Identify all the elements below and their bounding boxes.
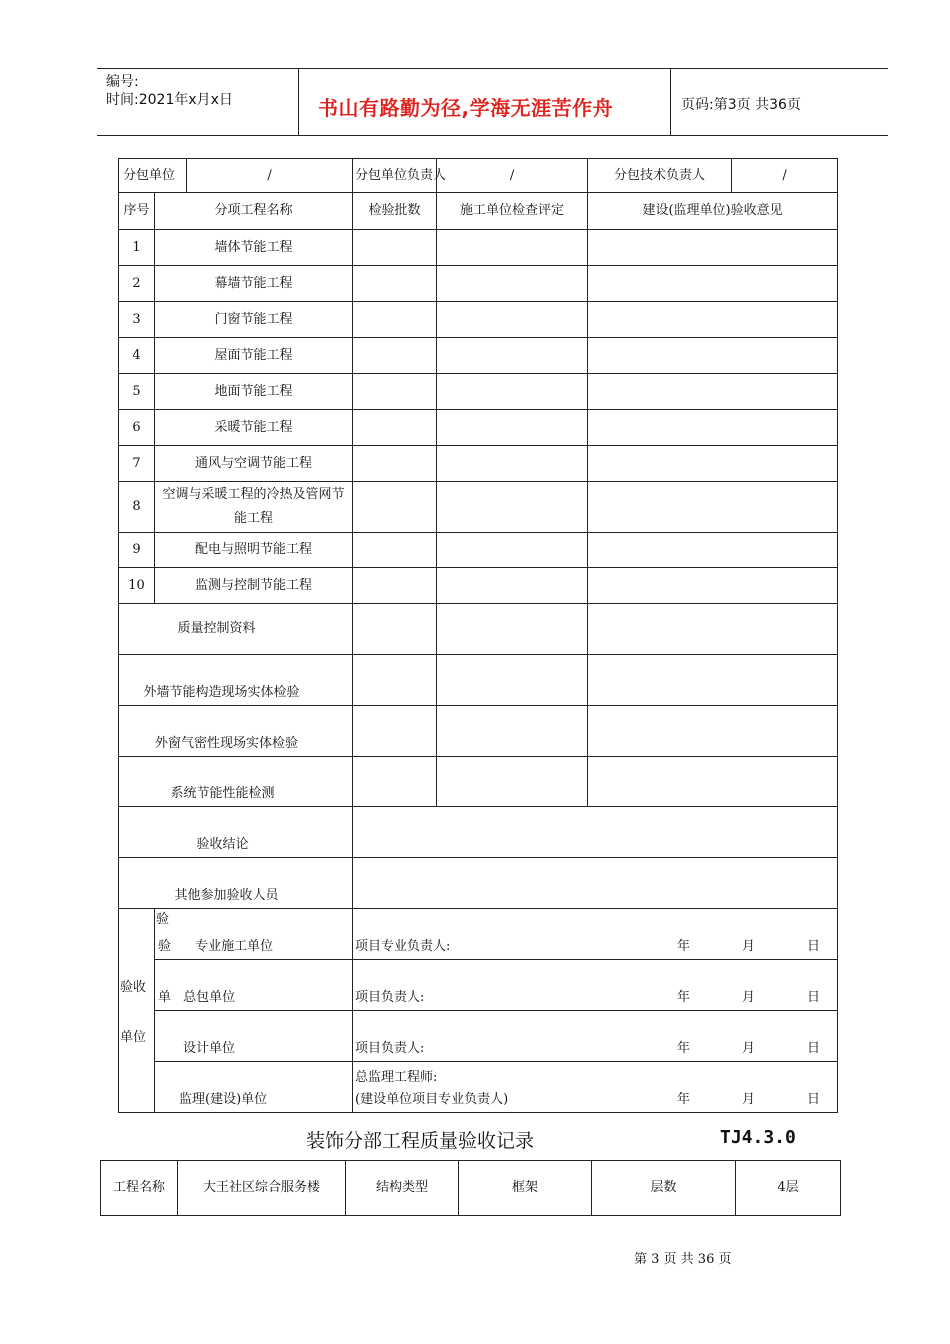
subcontract-leader-value: / bbox=[437, 159, 588, 193]
acceptance-unit-cell bbox=[155, 960, 353, 1011]
system-check-cell bbox=[437, 757, 588, 807]
floors-label: 层数 bbox=[592, 1161, 736, 1216]
date-day: 日 bbox=[807, 939, 821, 954]
item-batches-cell bbox=[353, 266, 437, 302]
acceptance-signer: 项目专业负责人: bbox=[355, 939, 451, 954]
header-motto: 书山有路勤为径,学海无涯苦作舟 bbox=[318, 96, 614, 120]
table-row bbox=[119, 230, 838, 266]
table-row bbox=[119, 482, 838, 533]
table-row bbox=[119, 410, 838, 446]
project-label: 工程名称 bbox=[101, 1161, 178, 1216]
others-label: 其他参加验收人员 bbox=[119, 858, 353, 909]
item-name: 屋面节能工程 bbox=[155, 338, 353, 374]
col-seq: 序号 bbox=[119, 193, 155, 230]
date-month: 月 bbox=[742, 939, 756, 954]
section2-code: TJ4.3.0 bbox=[720, 1127, 796, 1148]
table-row bbox=[119, 266, 838, 302]
system-test-label: 系统节能性能检测 bbox=[119, 757, 353, 807]
quality-docs-label: 质量控制资料 bbox=[119, 604, 353, 655]
item-check-cell bbox=[437, 533, 588, 568]
table-row bbox=[119, 568, 838, 604]
subcontract-tech-label: 分包技术负责人 bbox=[588, 159, 732, 193]
item-name: 配电与照明节能工程 bbox=[155, 533, 353, 568]
table-row bbox=[119, 302, 838, 338]
item-check-cell bbox=[437, 482, 588, 533]
table-row bbox=[119, 374, 838, 410]
acceptance-unit-cell bbox=[155, 1011, 353, 1062]
others-value-cell bbox=[353, 858, 838, 909]
wall-check-cell bbox=[437, 655, 588, 706]
item-opinion-cell bbox=[588, 374, 838, 410]
wall-test-label: 外墙节能构造现场实体检验 bbox=[119, 655, 353, 706]
table-row bbox=[119, 757, 838, 807]
item-check-cell bbox=[437, 410, 588, 446]
acceptance-unit-cell bbox=[155, 909, 353, 960]
acceptance-side-3: 单 bbox=[158, 990, 172, 1005]
acceptance-signer-cell bbox=[353, 909, 838, 960]
col-self-check: 施工单位检查评定 bbox=[437, 193, 588, 230]
item-no: 6 bbox=[119, 410, 155, 446]
acceptance-group-label bbox=[119, 909, 155, 1113]
date-month: 月 bbox=[742, 1092, 756, 1107]
wall-batches-cell bbox=[353, 655, 437, 706]
window-batches-cell bbox=[353, 706, 437, 757]
acceptance-unit-name: 设计单位 bbox=[183, 1041, 236, 1056]
acceptance-signer: (建设单位项目专业负责人) bbox=[355, 1092, 509, 1107]
item-batches-cell bbox=[353, 446, 437, 482]
item-name: 通风与空调节能工程 bbox=[155, 446, 353, 482]
item-name: 地面节能工程 bbox=[155, 374, 353, 410]
item-no: 8 bbox=[119, 482, 155, 533]
col-opinion: 建设(监理单位)验收意见 bbox=[588, 193, 838, 230]
project-value: 大王社区综合服务楼 bbox=[178, 1161, 346, 1216]
item-check-cell bbox=[437, 374, 588, 410]
date-year: 年 bbox=[677, 1092, 691, 1107]
item-batches-cell bbox=[353, 410, 437, 446]
header-top-rule bbox=[97, 68, 888, 69]
item-opinion-cell bbox=[588, 410, 838, 446]
item-opinion-cell bbox=[588, 446, 838, 482]
acceptance-signer: 项目负责人: bbox=[355, 1041, 425, 1056]
table-row bbox=[119, 655, 838, 706]
system-opinion-cell bbox=[588, 757, 838, 807]
item-name: 监测与控制节能工程 bbox=[155, 568, 353, 604]
acceptance-signer-1: 总监理工程师: bbox=[355, 1070, 438, 1085]
date-year: 年 bbox=[677, 939, 691, 954]
item-name: 幕墙节能工程 bbox=[155, 266, 353, 302]
date-year: 年 bbox=[677, 1041, 691, 1056]
floors-value: 4层 bbox=[736, 1161, 841, 1216]
item-no: 1 bbox=[119, 230, 155, 266]
acceptance-signer-cell bbox=[353, 1062, 838, 1113]
item-opinion-cell bbox=[588, 266, 838, 302]
table-row bbox=[119, 807, 838, 858]
doc-time-label: 时间:2021年x月x日 bbox=[106, 92, 233, 108]
window-check-cell bbox=[437, 706, 588, 757]
acceptance-unit-name: 总包单位 bbox=[183, 990, 236, 1005]
date-day: 日 bbox=[807, 990, 821, 1005]
item-check-cell bbox=[437, 266, 588, 302]
date-month: 月 bbox=[742, 990, 756, 1005]
item-check-cell bbox=[437, 230, 588, 266]
structure-label: 结构类型 bbox=[346, 1161, 459, 1216]
subcontract-row bbox=[119, 159, 838, 193]
acceptance-signer-cell bbox=[353, 960, 838, 1011]
item-no: 10 bbox=[119, 568, 155, 604]
item-opinion-cell bbox=[588, 568, 838, 604]
system-batches-cell bbox=[353, 757, 437, 807]
item-opinion-cell bbox=[588, 338, 838, 374]
acceptance-row bbox=[119, 909, 838, 960]
acceptance-row bbox=[119, 1062, 838, 1113]
acceptance-signer: 项目负责人: bbox=[355, 990, 425, 1005]
item-opinion-cell bbox=[588, 302, 838, 338]
conclusion-value-cell bbox=[353, 807, 838, 858]
window-opinion-cell bbox=[588, 706, 838, 757]
acceptance-side-2: 验 bbox=[158, 939, 172, 954]
item-batches-cell bbox=[353, 338, 437, 374]
header-bottom-rule bbox=[97, 135, 888, 136]
item-check-cell bbox=[437, 302, 588, 338]
column-header-row bbox=[119, 193, 838, 230]
quality-check-cell bbox=[437, 604, 588, 655]
structure-value: 框架 bbox=[459, 1161, 592, 1216]
project-info-row bbox=[101, 1161, 841, 1216]
col-batches: 检验批数 bbox=[353, 193, 437, 230]
table-row bbox=[119, 706, 838, 757]
conclusion-label: 验收结论 bbox=[119, 807, 353, 858]
header-page-label: 页码:第3页 共36页 bbox=[681, 97, 801, 113]
doc-number-label: 编号: bbox=[106, 74, 139, 90]
quality-opinion-cell bbox=[588, 604, 838, 655]
subcontract-tech-value: / bbox=[732, 159, 838, 193]
section2-title: 装饰分部工程质量验收记录 bbox=[306, 1130, 535, 1152]
table-row bbox=[119, 604, 838, 655]
item-no: 5 bbox=[119, 374, 155, 410]
item-no: 4 bbox=[119, 338, 155, 374]
wall-opinion-cell bbox=[588, 655, 838, 706]
item-no: 7 bbox=[119, 446, 155, 482]
item-opinion-cell bbox=[588, 482, 838, 533]
item-name: 墙体节能工程 bbox=[155, 230, 353, 266]
item-batches-cell bbox=[353, 533, 437, 568]
window-test-label: 外窗气密性现场实体检验 bbox=[119, 706, 353, 757]
acceptance-unit-name: 专业施工单位 bbox=[195, 939, 274, 954]
energy-acceptance-table bbox=[118, 158, 838, 1113]
subcontract-unit-label: 分包单位 bbox=[119, 159, 187, 193]
date-day: 日 bbox=[807, 1092, 821, 1107]
item-no: 2 bbox=[119, 266, 155, 302]
acceptance-row bbox=[119, 960, 838, 1011]
acceptance-side-1: 验 bbox=[156, 912, 170, 927]
item-name: 采暖节能工程 bbox=[155, 410, 353, 446]
project-info-table bbox=[100, 1160, 841, 1216]
header-divider-1 bbox=[298, 68, 299, 135]
table-row bbox=[119, 858, 838, 909]
header-divider-2 bbox=[670, 68, 671, 135]
date-year: 年 bbox=[677, 990, 691, 1005]
item-batches-cell bbox=[353, 568, 437, 604]
table-row bbox=[119, 338, 838, 374]
item-name: 空调与采暖工程的冷热及管网节能工程 bbox=[155, 482, 353, 533]
date-day: 日 bbox=[807, 1041, 821, 1056]
item-batches-cell bbox=[353, 302, 437, 338]
item-no: 9 bbox=[119, 533, 155, 568]
acceptance-signer-cell bbox=[353, 1011, 838, 1062]
acceptance-group-line1: 验收 bbox=[120, 979, 147, 995]
subcontract-leader-text: 分包单位负责人 bbox=[355, 167, 447, 183]
item-check-cell bbox=[437, 568, 588, 604]
acceptance-group-line2: 单位 bbox=[120, 1029, 147, 1045]
acceptance-row bbox=[119, 1011, 838, 1062]
subcontract-leader-label bbox=[353, 159, 447, 193]
date-month: 月 bbox=[742, 1041, 756, 1056]
item-name: 门窗节能工程 bbox=[155, 302, 353, 338]
table-row bbox=[119, 533, 838, 568]
item-opinion-cell bbox=[588, 533, 838, 568]
item-no: 3 bbox=[119, 302, 155, 338]
acceptance-unit-name: 监理(建设)单位 bbox=[179, 1092, 268, 1107]
acceptance-unit-cell bbox=[155, 1062, 353, 1113]
item-batches-cell bbox=[353, 230, 437, 266]
item-opinion-cell bbox=[588, 230, 838, 266]
table-row bbox=[119, 446, 838, 482]
item-check-cell bbox=[437, 338, 588, 374]
col-name: 分项工程名称 bbox=[155, 193, 353, 230]
item-check-cell bbox=[437, 446, 588, 482]
quality-batches-cell bbox=[353, 604, 437, 655]
item-batches-cell bbox=[353, 482, 437, 533]
item-batches-cell bbox=[353, 374, 437, 410]
subcontract-unit-value: / bbox=[187, 159, 353, 193]
page-footer: 第 3 页 共 36 页 bbox=[634, 1252, 732, 1267]
